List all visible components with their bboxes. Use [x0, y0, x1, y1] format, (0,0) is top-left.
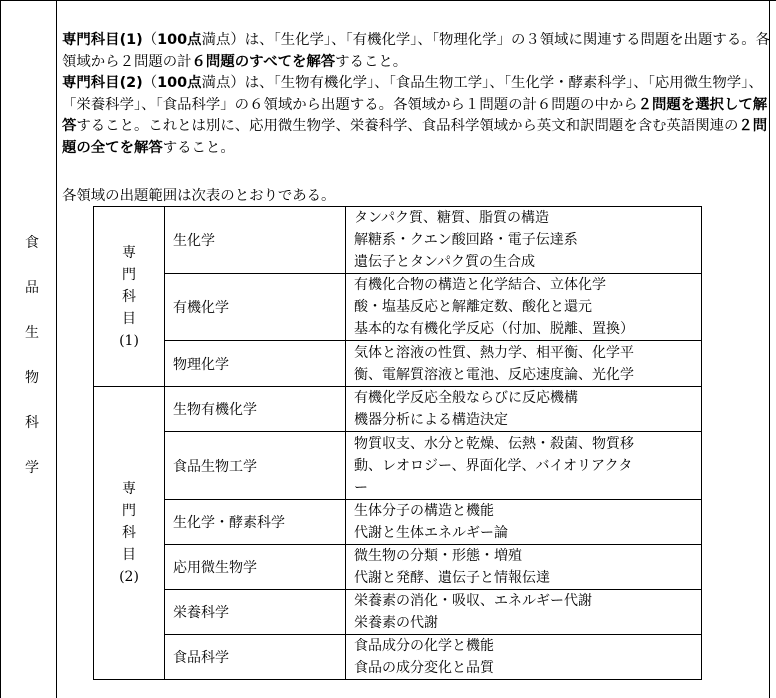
field-cell: 有機化学: [165, 274, 346, 341]
field-cell: 食品科学: [165, 635, 346, 680]
sidebar-char: 物: [25, 370, 39, 386]
answer-instruction: ６問題のすべてを解答: [191, 53, 336, 70]
frame-top-border: [0, 0, 776, 1]
subject-char: 科: [122, 525, 136, 541]
scope-line: 解糖系・クエン酸回路・電子伝達系: [354, 232, 578, 248]
field-cell: 食品生物工学: [165, 432, 346, 500]
scope-line: 機器分析による構造決定: [354, 412, 508, 428]
scope-line: タンパク質、糖質、脂質の構造: [354, 210, 550, 226]
scope-line: 気体と溶液の性質、熱力学、相平衡、化学平: [354, 344, 634, 361]
description-paragraph-1: [62, 30, 770, 73]
subject-char: 専: [122, 481, 136, 497]
sidebar-char: 生: [25, 325, 39, 341]
scope-line: 生体分子の構造と機能: [354, 503, 494, 519]
answer-instruction: ２問題の全てを解答: [62, 118, 768, 156]
scope-line: 代謝と生体エネルギー論: [354, 525, 508, 541]
subject-char: (2): [119, 569, 139, 585]
scope-cell: [346, 387, 702, 432]
scope-cell: [346, 500, 702, 545]
subject-char: 専: [122, 244, 136, 261]
sidebar-char: 科: [25, 415, 39, 431]
field-cell: 生物有機化学: [165, 387, 346, 432]
frame-column-divider: [56, 0, 57, 698]
subject-1-label: [94, 242, 164, 352]
table-row: [94, 545, 702, 590]
scope-cell: [346, 432, 702, 500]
subject-char: 目: [122, 547, 136, 563]
points-label: 100点: [157, 75, 202, 91]
table-row: [94, 274, 702, 341]
table-row: [94, 341, 702, 387]
scope-line: 有機化合物の構造と化学結合、立体化学: [354, 277, 606, 293]
points-label: 100点: [157, 32, 202, 48]
frame-left-border: [0, 0, 1, 698]
field-cell: 物理化学: [165, 341, 346, 387]
field-cell: 生化学: [165, 207, 346, 274]
table-intro: 各領域の出題範囲は次表のとおりである。: [62, 188, 336, 204]
scope-line: 食品成分の化学と機能: [354, 638, 494, 654]
scope-line: 動、レオロジー、界面化学、バイオリアクタ: [354, 457, 633, 474]
scope-line: ー: [354, 479, 368, 496]
field-cell: 生化学・酵素科学: [165, 500, 346, 545]
sidebar-char: 学: [25, 460, 39, 476]
scope-line: 食品の成分変化と品質: [354, 660, 494, 676]
table-row: [94, 500, 702, 545]
text: 満点）は、「生化学」、「有機化学」、「物理化学」の３領域に関連する問題を出題する。各領域から２問題の計: [62, 32, 770, 70]
subject-char: 門: [122, 266, 136, 283]
table-row: [94, 590, 702, 635]
scope-line: 衡、電解質溶液と電池、反応速度論、光化学: [354, 366, 634, 383]
scope-line: 栄養素の代謝: [354, 615, 438, 631]
table-row: [94, 635, 702, 680]
table-row: [94, 387, 702, 432]
scope-line: 微生物の分類・形態・増殖: [354, 548, 522, 564]
subject-char: (1): [119, 332, 139, 349]
scope-cell: [346, 341, 702, 387]
sidebar-char: 品: [25, 280, 39, 296]
subject-char: 目: [122, 310, 136, 327]
subject-2-label: [94, 478, 164, 588]
text: 満点）は、「生物有機化学」、「食品生物工学」、「生化学・酵素科学」、「応用微生物学」、「栄養科学」、「食品科学」の６領域から出題する。各領域から１問題の計６問題の中から: [62, 75, 763, 113]
scope-cell: [346, 545, 702, 590]
table-row: [94, 207, 702, 274]
scope-line: 遺伝子とタンパク質の生合成: [354, 254, 536, 270]
exam-scope-table: [93, 206, 702, 680]
scope-cell: [346, 207, 702, 274]
scope-line: 代謝と発酵、遺伝子と情報伝達: [354, 570, 550, 586]
subject-char: 門: [122, 503, 136, 519]
text: すること。: [162, 139, 235, 156]
scope-line: 有機化学反応全般ならびに反応機構: [354, 390, 578, 406]
scope-line: 基本的な有機化学反応（付加、脱離、置換）: [354, 321, 634, 337]
text: （: [142, 32, 158, 48]
subject-1-cell: [94, 207, 165, 387]
subject2-heading: 専門科目(2): [62, 75, 143, 91]
text: すること。これとは別に、応用微生物学、栄養科学、食品科学領域から英文和訳問題を含む英語関連の: [76, 118, 739, 134]
scope-cell: [346, 635, 702, 680]
subject-char: 科: [122, 288, 136, 305]
scope-line: 栄養素の消化・吸収、エネルギー代謝: [354, 593, 592, 609]
subject-2-cell: [94, 387, 165, 680]
subject1-heading: 専門科目(1): [62, 32, 143, 48]
sidebar-char: 食: [25, 235, 39, 251]
table-row: [94, 432, 702, 500]
scope-cell: [346, 590, 702, 635]
field-cell: 栄養科学: [165, 590, 346, 635]
scope-line: 物質収支、水分と乾燥、伝熱・殺菌、物質移: [354, 435, 634, 452]
field-cell: 応用微生物学: [165, 545, 346, 590]
scope-cell: [346, 274, 702, 341]
text: （: [142, 75, 158, 91]
scope-line: 酸・塩基反応と解離定数、酸化と還元: [354, 299, 592, 315]
answer-instruction: ２問題を選択して解答: [62, 96, 768, 134]
description-paragraph-2: [62, 73, 770, 159]
text: すること。: [335, 53, 408, 70]
